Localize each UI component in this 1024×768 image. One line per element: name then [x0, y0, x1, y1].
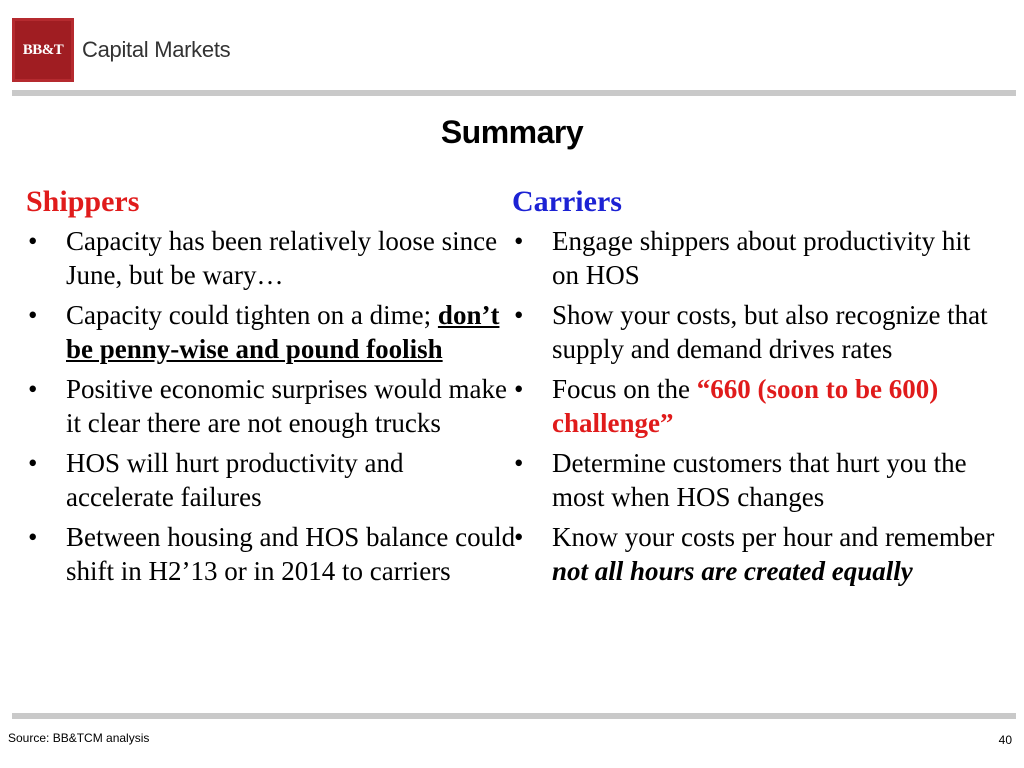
source-note: Source: BB&TCM analysis: [8, 731, 150, 745]
list-item: [512, 521, 1002, 588]
logo-mark: BB&T: [22, 41, 64, 58]
bullet-text: Focus on the: [552, 374, 697, 404]
bullet-text: Know your costs per hour and remember: [552, 522, 995, 552]
list-item: [26, 373, 516, 440]
logo-text: Capital Markets: [82, 37, 231, 62]
bullet-text: Capacity has been relatively loose since June, but be wary…: [66, 226, 498, 290]
bullet-text: Positive economic surprises would make it clear there are not enough trucks: [66, 374, 507, 438]
shippers-heading: Shippers: [26, 185, 140, 218]
list-item: [512, 447, 1002, 514]
bullet-emphasis: not all hours are created equally: [552, 555, 913, 586]
bullet-icon: •: [28, 226, 38, 256]
bullet-text: Show your costs, but also recognize that supply and demand drives rates: [552, 300, 988, 364]
list-item: [512, 299, 1002, 366]
list-item: [26, 299, 516, 366]
carriers-list: [512, 225, 1002, 588]
bullet-text: Capacity could tighten on a dime;: [66, 300, 438, 330]
company-logo: [12, 18, 230, 82]
slide-title: Summary: [440, 114, 584, 150]
bullet-icon: •: [514, 448, 524, 478]
bullet-emphasis: “660 (soon to be 600) challenge”: [552, 374, 939, 438]
bullet-icon: •: [514, 374, 524, 404]
header-divider: [12, 90, 1016, 96]
bullet-icon: •: [28, 448, 38, 478]
footer-divider: [12, 713, 1016, 719]
bullet-icon: •: [28, 374, 38, 404]
page-number: 40: [998, 733, 1012, 747]
bullet-text: Engage shippers about productivity hit on HOS: [552, 226, 971, 290]
list-item: [26, 225, 516, 292]
list-item: [26, 447, 516, 514]
shippers-list: [26, 225, 516, 588]
list-item: [512, 225, 1002, 292]
list-item: [512, 373, 1002, 440]
carriers-column: [512, 183, 1002, 595]
bullet-emphasis: don’t be penny-wise and pound foolish: [66, 300, 500, 364]
bullet-text: Between housing and HOS balance could shift in H2’13 or in 2014 to carriers: [66, 522, 516, 586]
logo-mark-box: [12, 18, 74, 82]
bullet-icon: •: [28, 300, 38, 330]
shippers-column: [26, 183, 516, 595]
bullet-icon: •: [514, 226, 524, 256]
bullet-icon: •: [514, 522, 524, 552]
bullet-text: Determine customers that hurt you the most when HOS changes: [552, 448, 967, 512]
bullet-text: HOS will hurt productivity and accelerate failures: [66, 448, 404, 512]
bullet-icon: •: [514, 300, 524, 330]
list-item: [26, 521, 516, 588]
bullet-icon: •: [28, 522, 38, 552]
carriers-heading: Carriers: [512, 185, 622, 218]
